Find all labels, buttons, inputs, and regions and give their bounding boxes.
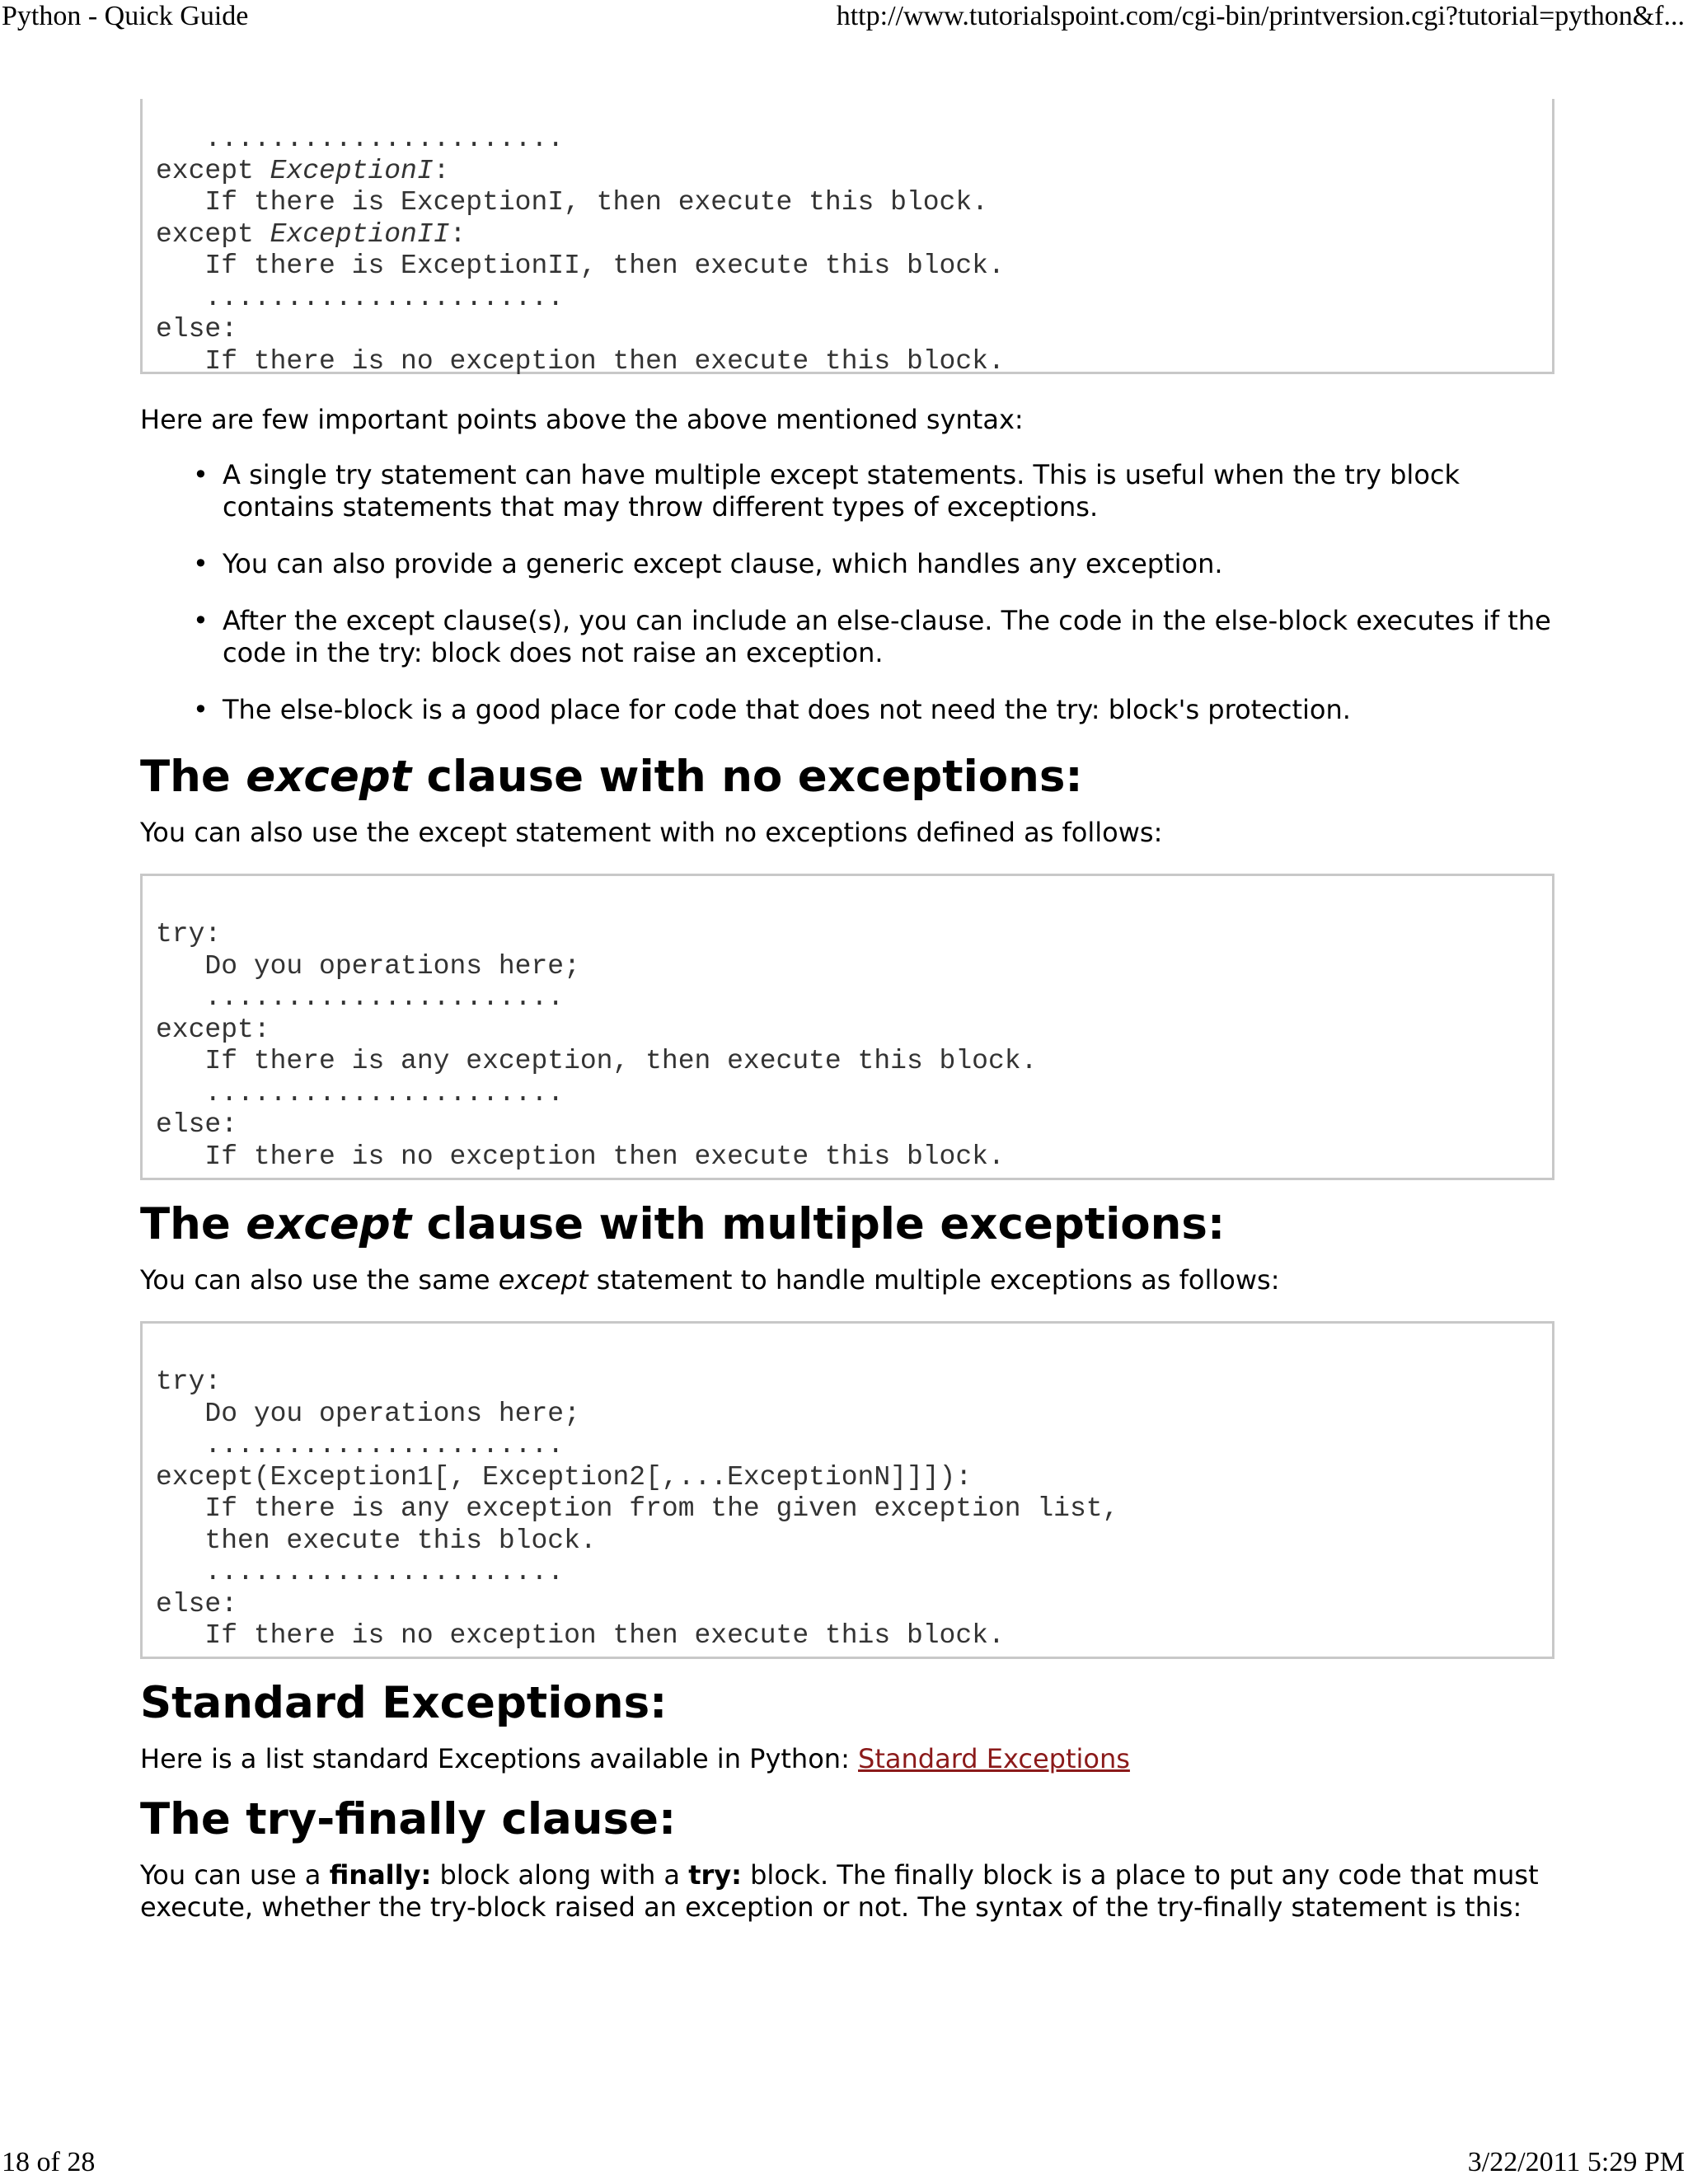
- print-header-title: Python - Quick Guide: [2, 1, 249, 31]
- code-line: :: [433, 155, 450, 186]
- intro-paragraph: Here are few important points above the above mentioned syntax:: [140, 404, 1024, 435]
- section-paragraph: [140, 1743, 1554, 1775]
- code-block-no-exceptions: try: Do you operations here; ...................... except: If there is any exception, then execute this block. ...................... else: If there is no exception then execute this block.: [140, 874, 1554, 1180]
- code-block-multiple-exceptions: try: Do you operations here; ...................... except(Exception1[, Exception2[,...ExceptionN]]]): If there is any exception from the given exception list, then execute this block. ...................... else: If there is no exception then execute this block.: [140, 1321, 1554, 1659]
- paragraph-text: block along with a: [431, 1859, 689, 1891]
- code-line: :: [449, 218, 467, 250]
- paragraph-text: You can use a: [140, 1859, 330, 1891]
- section-heading-standard-exceptions: Standard Exceptions:: [140, 1678, 668, 1728]
- heading-text: clause with multiple exceptions:: [411, 1199, 1226, 1249]
- heading-text: The: [140, 752, 246, 802]
- section-heading-multiple-exceptions: [140, 1198, 1554, 1251]
- section-paragraph: You can also use the except statement with no exceptions defined as follows:: [140, 817, 1163, 848]
- paragraph-keyword: except: [498, 1264, 588, 1296]
- section-heading-no-exceptions: [140, 751, 1554, 804]
- paragraph-text: Here is a list standard Exceptions available in Python:: [140, 1743, 859, 1774]
- list-item: • You can also provide a generic except clause, which handles any exception.: [223, 548, 1554, 580]
- paragraph-text: statement to handle multiple exceptions as follows:: [588, 1264, 1280, 1296]
- section-paragraph: [140, 1859, 1554, 1924]
- code-line: If there is ExceptionII, then execute this block.: [156, 251, 1005, 281]
- heading-text: The: [140, 1199, 246, 1249]
- code-line: ......................: [156, 282, 565, 313]
- list-item: • After the except clause(s), you can include an else-clause. The code in the else-block executes if the code in the try: block does not raise an exception.: [223, 605, 1554, 669]
- code-line: except: [156, 155, 270, 186]
- section-heading-try-finally: The try-finally clause:: [140, 1794, 677, 1844]
- heading-keyword: except: [246, 752, 412, 802]
- paragraph-text: You can also use the same: [140, 1264, 499, 1296]
- print-header-url: http://www.tutorialspoint.com/cgi-bin/printversion.cgi?tutorial=python&f...: [836, 1, 1685, 31]
- heading-text: clause with no exceptions:: [411, 752, 1083, 802]
- points-list: [140, 459, 1554, 726]
- page-content: [140, 99, 1554, 1924]
- code-line: If there is no exception then execute this block.: [156, 345, 1005, 377]
- paragraph-text: block. The finally block is a place to put any code that must execute, whether the try-block raised an exception or not. The syntax of the try-finally statement is this:: [140, 1859, 1539, 1923]
- list-item: • The else-block is a good place for code that does not need the try: block's protection.: [223, 694, 1554, 726]
- code-exception-name: ExceptionI: [270, 155, 434, 186]
- code-line: else:: [156, 314, 238, 344]
- print-footer-datetime: 3/22/2011 5:29 PM: [1467, 2147, 1685, 2177]
- section-paragraph: [140, 1264, 1554, 1296]
- paragraph-keyword: finally:: [329, 1859, 432, 1891]
- list-item: • A single try statement can have multiple except statements. This is useful when the try block contains statements that may throw different types of exceptions.: [223, 459, 1554, 523]
- heading-keyword: except: [246, 1199, 412, 1249]
- code-block-continued: [140, 99, 1554, 377]
- code-line: except: [156, 218, 270, 250]
- standard-exceptions-link[interactable]: Standard Exceptions: [858, 1743, 1130, 1774]
- code-exception-name: ExceptionII: [270, 218, 450, 250]
- paragraph-keyword: try:: [688, 1859, 742, 1891]
- code-line: If there is ExceptionI, then execute this block.: [156, 187, 988, 218]
- print-footer-page: 18 of 28: [2, 2147, 96, 2177]
- code-line: ......................: [156, 124, 565, 154]
